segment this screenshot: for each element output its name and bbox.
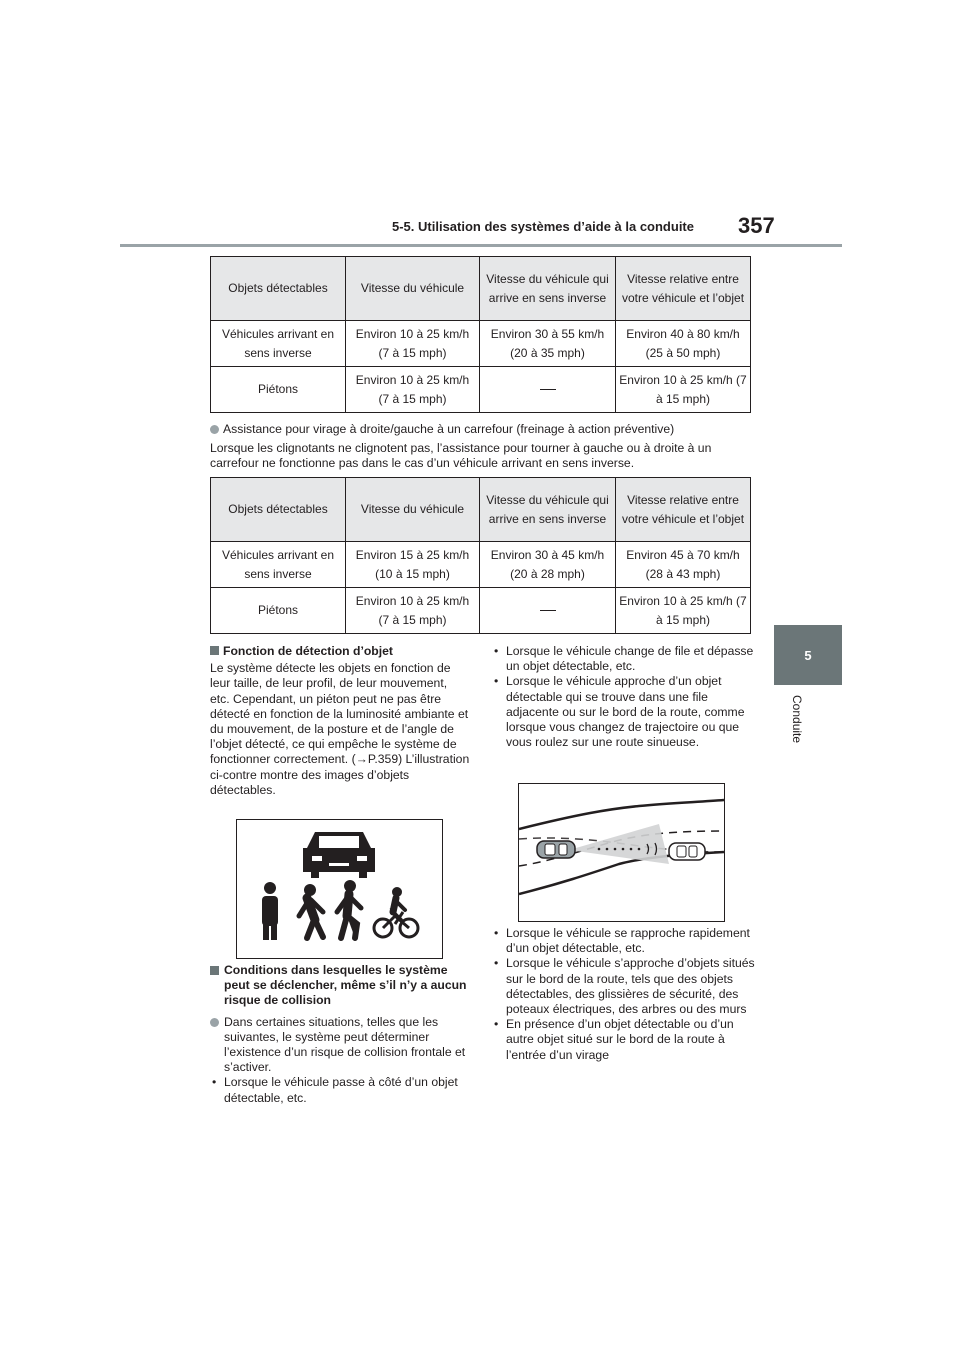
conditions-section (210, 963, 470, 1106)
header-rule (120, 244, 842, 247)
conditions-bullet-text: Dans certaines situations, telles que les suivantes, le système peut déterminer l’existence d’un risque de collision frontale et s’activer. (224, 1014, 466, 1075)
list-item: • Lorsque le véhicule se rapproche rapidement d’un objet détectable, etc. (492, 926, 758, 956)
table-cell (480, 367, 616, 413)
other-car-icon (669, 843, 705, 860)
table-cell: Environ 30 à 55 km/h (20 à 35 mph) (480, 321, 616, 367)
table-header: Objets détectables (211, 257, 346, 321)
detection-speed-table-1 (210, 256, 751, 413)
curved-road-illustration (518, 783, 725, 922)
table-cell: Environ 10 à 25 km/h (7 à 15 mph) (346, 588, 480, 634)
table-header: Objets détectables (211, 478, 346, 542)
table-cell: Environ 10 à 25 km/h (7 à 15 mph) (346, 321, 480, 367)
table-cell: Environ 45 à 70 km/h (28 à 43 mph) (616, 542, 751, 588)
table-cell: Environ 30 à 45 km/h (20 à 28 mph) (480, 542, 616, 588)
conditions-heading-text: Conditions dans lesquelles le système peut se déclencher, même s’il n’y a aucun risque de collision (224, 963, 467, 1008)
square-bullet-icon (210, 966, 219, 975)
table-cell (480, 588, 616, 634)
table-header: Vitesse du véhicule qui arrive en sens inverse (480, 257, 616, 321)
table-cell: Environ 10 à 25 km/h (7 à 15 mph) (616, 588, 751, 634)
list-item: • Lorsque le véhicule change de file et dépasse un objet détectable, etc. (492, 644, 758, 674)
chapter-tab: 5 (774, 625, 842, 685)
table-header: Vitesse relative entre votre véhicule et l’objet (616, 478, 751, 542)
table-cell: Environ 10 à 25 km/h (7 à 15 mph) (616, 367, 751, 413)
curved-road-icon (519, 784, 724, 921)
detection-speed-table-2 (210, 477, 751, 634)
table-header: Vitesse relative entre votre véhicule et l’objet (616, 257, 751, 321)
detection-section (210, 644, 470, 798)
dash-mark (540, 610, 556, 611)
conditions-list-bottom (492, 926, 758, 1063)
list-item: • En présence d’un objet détectable ou d’un autre objet situé sur le bord de la route à l’entrée d’un virage (492, 1017, 758, 1063)
assist-paragraph: Lorsque les clignotants ne clignotent pas, l’assistance pour tourner à gauche ou à droite à un carrefour ne fonctionne pas dans le cas d’un véhicule arrivant en sens inverse. (210, 441, 712, 471)
table-cell: Environ 10 à 25 km/h (7 à 15 mph) (346, 367, 480, 413)
section-title: 5-5. Utilisation des systèmes d’aide à la conduite (392, 219, 694, 234)
detectable-objects-illustration (236, 819, 443, 959)
conditions-bullet (210, 1015, 470, 1076)
conditions-heading (210, 963, 470, 1009)
conditions-list-top (492, 644, 758, 750)
table-cell: Piétons (211, 367, 346, 413)
square-bullet-icon (210, 646, 219, 655)
detection-heading (210, 644, 470, 659)
dash-mark (540, 389, 556, 390)
assist-bullet-text: Assistance pour virage à droite/gauche à un carrefour (freinage à action préventive) (223, 422, 675, 436)
table-cell: Véhicules arrivant en sens inverse (211, 542, 346, 588)
assist-bullet (210, 422, 770, 437)
table-cell: Véhicules arrivant en sens inverse (211, 321, 346, 367)
chapter-label: Conduite (790, 695, 804, 744)
table-header: Vitesse du véhicule qui arrive en sens inverse (480, 478, 616, 542)
table-cell: Piétons (211, 588, 346, 634)
list-item: • Lorsque le véhicule passe à côté d’un objet détectable, etc. (210, 1075, 470, 1105)
table-cell: Environ 15 à 25 km/h (10 à 15 mph) (346, 542, 480, 588)
round-bullet-icon (210, 425, 219, 434)
table-header: Vitesse du véhicule (346, 257, 480, 321)
table-header: Vitesse du véhicule (346, 478, 480, 542)
table-cell: Environ 40 à 80 km/h (25 à 50 mph) (616, 321, 751, 367)
detection-heading-text: Fonction de détection d’objet (223, 644, 393, 658)
round-bullet-icon (210, 1018, 219, 1027)
list-item: • Lorsque le véhicule approche d’un objet détectable qui se trouve dans une file adjacente ou sur le bord de la route, comme lorsque vous changez de trajectoire ou que vous roulez sur une route sinueuse. (492, 674, 758, 750)
list-item: • Lorsque le véhicule s’approche d’objets situés sur le bord de la route, tels que des objets détectables, des glissières de sécurité, des poteaux électriques, des arbres ou des murs (492, 956, 758, 1017)
own-car-icon (537, 841, 575, 858)
detection-paragraph: Le système détecte les objets en fonction de leur taille, de leur profil, de leur mouvement, etc. Cependant, un piéton peut ne pas être détecté en fonction de la luminosité ambiante et du mouvement, de la posture et de l’angle de l’objet détecté, ce qui empêche le système de fonctionner correctement. (→P.359) L’illustration ci-contre montre des images d’objets détectables. (210, 661, 470, 797)
detectable-objects-icon (237, 820, 442, 958)
page-number: 357 (738, 213, 775, 238)
